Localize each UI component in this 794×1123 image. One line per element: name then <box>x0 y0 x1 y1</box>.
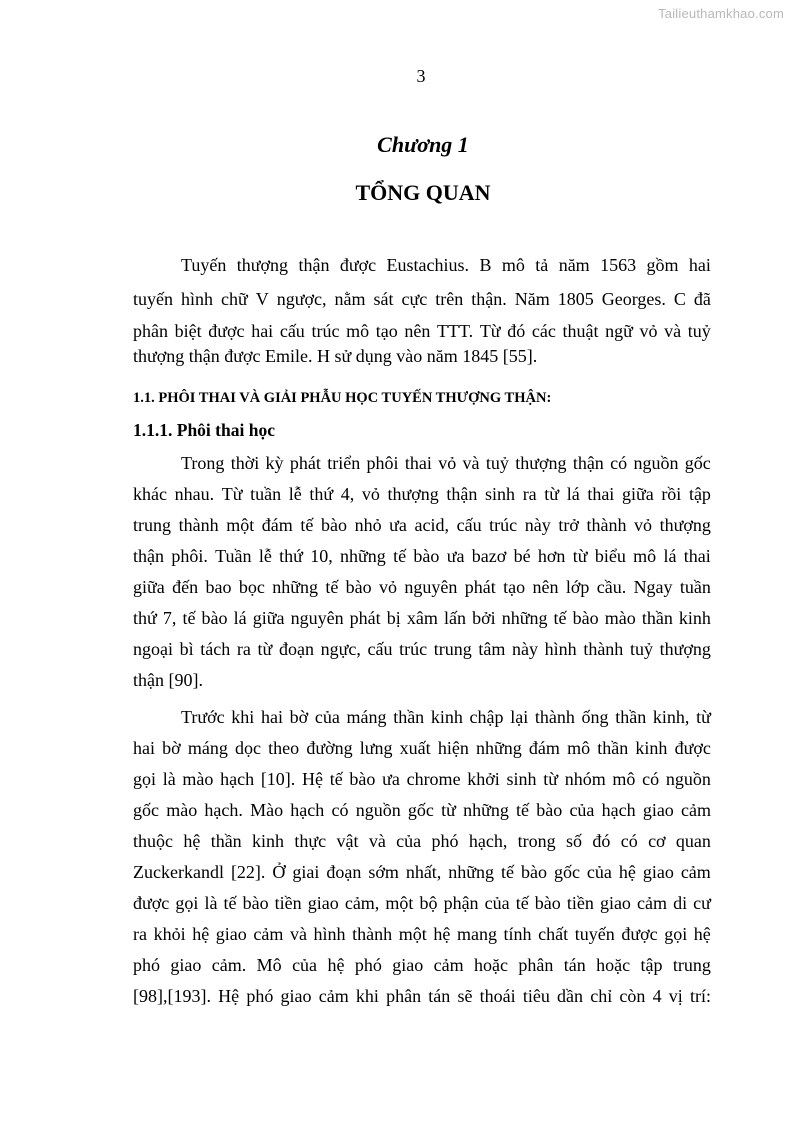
text-line: phân biệt được hai cấu trúc mô tạo nên TTT. Từ đó các thuật ngữ vỏ và tuỷ <box>133 321 711 341</box>
text-line: Trong thời kỳ phát triển phôi thai vỏ và tuỷ thượng thận có nguồn gốc <box>181 453 711 473</box>
text-line: ra khỏi hệ giao cảm và hình thành một hệ mang tính chất tuyến được gọi hệ <box>133 924 711 944</box>
subsection-heading: 1.1.1. Phôi thai học <box>133 420 275 440</box>
chapter-label: Chương 1 <box>377 132 469 157</box>
text-line: gọi là mào hạch [10]. Hệ tế bào ưa chrome khởi sinh từ nhóm mô có nguồn <box>133 769 711 789</box>
text-line: Tuyến thượng thận được Eustachius. B mô tả năm 1563 gồm hai <box>181 255 711 275</box>
text-line: [98],[193]. Hệ phó giao cảm khi phân tán sẽ thoái tiêu dần chỉ còn 4 vị trí: <box>133 986 711 1006</box>
section-heading: 1.1. PHÔI THAI VÀ GIẢI PHẪU HỌC TUYẾN THƯỢNG THẬN: <box>133 390 552 406</box>
page-title: TỔNG QUAN <box>355 180 491 205</box>
text-line: thận [90]. <box>133 670 203 690</box>
text-line: khác nhau. Từ tuần lễ thứ 4, vỏ thượng thận sinh ra từ lá thai giữa rồi tập <box>133 484 711 504</box>
text-line: Zuckerkandl [22]. Ở giai đoạn sớm nhất, những tế bào gốc của hệ giao cảm <box>133 862 711 882</box>
text-line: thận phôi. Tuần lễ thứ 10, những tế bào ưa bazơ bé hơn từ biểu mô lá thai <box>133 546 711 566</box>
text-line: được gọi là tế bào tiền giao cảm, một bộ phận của tế bào tiền giao cảm di cư <box>133 893 711 913</box>
text-line: phó giao cảm. Mô của hệ phó giao cảm hoặc phân tán hoặc tập trung <box>133 955 711 975</box>
text-line: trung thành một đám tế bào nhỏ ưa acid, cấu trúc này trở thành vỏ thượng <box>133 515 711 535</box>
page-number: 3 <box>416 66 426 86</box>
text-line: tuyến hình chữ V ngược, nằm sát cực trên thận. Năm 1805 Georges. C đã <box>133 289 711 309</box>
text-line: hai bờ máng dọc theo đường lưng xuất hiện những đám mô thần kinh được <box>133 738 711 758</box>
text-line: ngoại bì tách ra từ đoạn ngực, cấu trúc trung tâm này hình thành tuỷ thượng <box>133 639 711 659</box>
text-line: thuộc hệ thần kinh thực vật và của phó hạch, trong số đó có cơ quan <box>133 831 711 851</box>
text-line: thượng thận được Emile. H sử dụng vào năm 1845 [55]. <box>133 346 538 366</box>
text-line: gốc mào hạch. Mào hạch có nguồn gốc từ những tế bào của hạch giao cảm <box>133 800 711 820</box>
text-line: thứ 7, tế bào lá giữa nguyên phát bị xâm lấn bởi những tế bào mào thần kinh <box>133 608 711 628</box>
text-line: Trước khi hai bờ của máng thần kinh chập lại thành ống thần kinh, từ <box>181 707 711 727</box>
text-line: giữa đến bao bọc những tế bào vỏ nguyên phát tạo nên lớp cầu. Ngay tuần <box>133 577 711 597</box>
watermark: Tailieuthamkhao.com <box>658 6 784 21</box>
